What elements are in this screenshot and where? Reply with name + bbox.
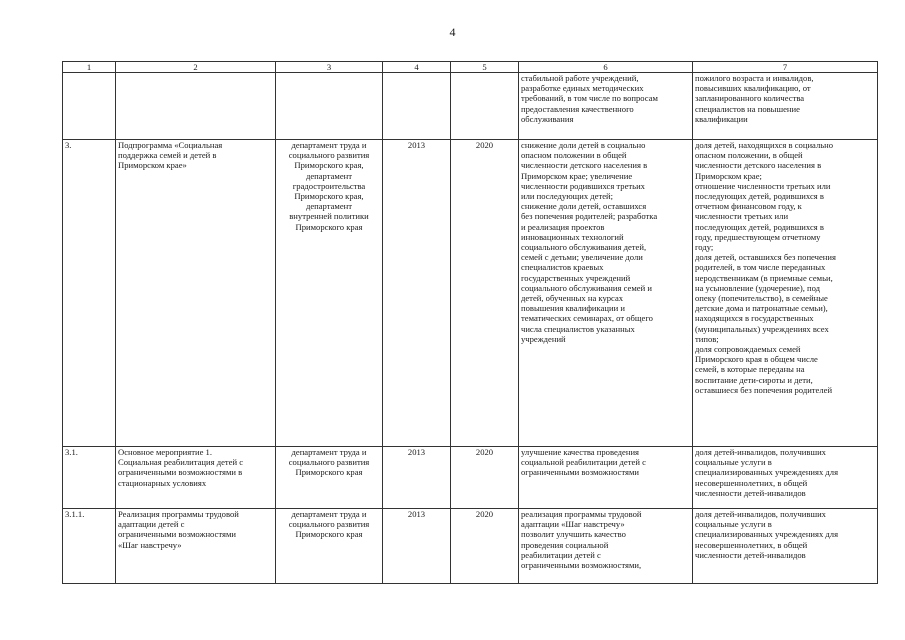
row-number-cell: 3.1. — [63, 447, 116, 509]
responsible-executor-cell — [276, 140, 383, 447]
end-year-cell — [451, 73, 519, 140]
text-line: реализация программы трудовой — [521, 509, 642, 519]
text-line: году, предшествующем отчетному — [695, 231, 821, 242]
row-number-cell — [63, 73, 116, 140]
text-line: департамент труда и — [291, 140, 367, 150]
text-line: Реализация программы трудовой — [118, 509, 239, 519]
column-number-cell: 2 — [116, 62, 276, 73]
text-line: несовершеннолетних, в общей — [695, 539, 808, 550]
text-line: несовершеннолетних, в общей — [695, 477, 808, 488]
text-line: доля детей, находящихся в социально — [695, 140, 834, 150]
responsible-executor-cell — [276, 73, 383, 140]
text-line: численности детского населения в — [521, 160, 648, 171]
text-line: специалистов краевых — [521, 262, 604, 273]
text-line: социального обслуживания семей и — [521, 282, 652, 293]
text-line: отчетном финансовом году, к — [695, 201, 802, 212]
text-line: пожилого возраста и инвалидов, — [695, 73, 814, 83]
text-line: Приморского края — [295, 221, 363, 232]
text-line: детские дома и патронатные семьи), — [695, 303, 828, 314]
text-line: ограниченными возможностями — [521, 467, 640, 478]
end-year-cell: 2020 — [451, 509, 519, 584]
text-line: повысивших квалификацию, от — [695, 83, 811, 94]
text-line: «Шаг навстречу» — [118, 539, 182, 550]
text-line: проведения социальной — [521, 539, 609, 550]
text-line: доля детей, оставшихся без попечения — [695, 252, 836, 263]
indicators-cell — [693, 509, 878, 584]
text-line: тематических семинарах, от общего — [521, 313, 653, 324]
text-line: снижение доли детей в социально — [521, 140, 646, 150]
column-number-row — [63, 62, 878, 73]
text-line: последующих детей, родившихся в — [695, 221, 824, 232]
text-line: инновационных технологий — [521, 231, 624, 242]
column-number-cell: 1 — [63, 62, 116, 73]
text-line: и реализация проектов — [521, 221, 605, 232]
text-line: градостроительства — [292, 180, 366, 191]
text-line: или последующих детей; — [521, 191, 614, 202]
text-line: семей с детьми; увеличение доли — [521, 252, 643, 263]
text-line: департамент труда и — [291, 447, 367, 457]
end-year-cell: 2020 — [451, 140, 519, 447]
text-line: численности третьих или — [695, 211, 789, 222]
text-line: численности детей-инвалидов — [695, 487, 806, 498]
text-line: Приморского края, — [294, 160, 364, 171]
text-line: детей, обученных на курсах — [521, 293, 624, 304]
text-line: социального развития — [288, 519, 370, 530]
text-line: численности родившихся третьих — [521, 180, 645, 191]
text-line: социального развития — [288, 150, 370, 161]
table-row — [63, 73, 878, 140]
text-line: отношение численности третьих или — [695, 180, 831, 191]
column-number-cell: 6 — [519, 62, 693, 73]
text-line: запланированного количества — [695, 93, 805, 104]
text-line: опасном положении в общей — [521, 150, 627, 161]
text-line: учреждений — [521, 333, 566, 344]
text-line: улучшение качества проведения — [521, 447, 639, 457]
table-row — [63, 140, 878, 447]
text-line: социальные услуги в — [695, 519, 772, 530]
measure-name-cell — [116, 73, 276, 140]
text-line: ограниченными возможностями в — [118, 467, 243, 478]
text-line: требований, в том числе по вопросам — [521, 93, 658, 104]
text-line: повышения квалификации и — [521, 303, 625, 314]
text-line: Социальная реабилитация детей с — [118, 457, 244, 468]
start-year-cell — [383, 73, 451, 140]
expected-result-cell — [519, 447, 693, 509]
text-line: без попечения родителей; разработка — [521, 211, 658, 222]
text-line: доля детей-инвалидов, получивших — [695, 509, 826, 519]
text-line: Приморского края — [295, 529, 363, 540]
expected-result-cell — [519, 140, 693, 447]
page-number: 4 — [449, 25, 456, 39]
text-line: семей, в которые переданы на — [695, 364, 805, 375]
text-line: департамент — [305, 170, 353, 181]
text-line: государственных учреждений — [521, 272, 631, 283]
text-line: типов; — [695, 333, 719, 344]
text-line: доля сопровождаемых семей — [695, 344, 801, 355]
measure-name-cell — [116, 447, 276, 509]
measure-name-cell — [116, 140, 276, 447]
text-line: департамент труда и — [291, 509, 367, 519]
table-row — [63, 447, 878, 509]
program-table — [62, 61, 878, 584]
text-line: обслуживания — [521, 113, 574, 124]
text-line: Приморского края, — [294, 191, 364, 202]
text-line: разработке единых методических — [521, 83, 644, 94]
responsible-executor-cell — [276, 509, 383, 584]
column-number-cell: 5 — [451, 62, 519, 73]
text-line: числа специалистов указанных — [521, 323, 635, 334]
expected-result-cell — [519, 73, 693, 140]
text-line: предоставления качественного — [521, 103, 634, 114]
row-number-cell: 3. — [63, 140, 116, 447]
text-line: опеку (попечительство), в семейные — [695, 293, 828, 304]
text-line: специализированных учреждениях для — [695, 467, 839, 478]
text-line: доля детей-инвалидов, получивших — [695, 447, 826, 457]
table-row — [63, 509, 878, 584]
end-year-cell: 2020 — [451, 447, 519, 509]
text-line: специалистов на повышение — [695, 103, 800, 114]
text-line: адаптации детей с — [118, 519, 185, 530]
text-line: Приморском крае; — [695, 170, 762, 181]
text-line: социальные услуги в — [695, 457, 772, 468]
column-number-cell: 7 — [693, 62, 878, 73]
text-line: внутренней политики — [289, 211, 369, 222]
text-line: социального обслуживания детей, — [521, 242, 647, 253]
text-line: адаптации «Шаг навстречу» — [521, 519, 625, 530]
text-line: позволит улучшить качество — [521, 529, 626, 540]
start-year-cell: 2013 — [383, 140, 451, 447]
text-line: реабилитации детей с — [521, 549, 601, 560]
text-line: специализированных учреждениях для — [695, 529, 839, 540]
text-line: ограниченными возможностями, — [521, 560, 642, 571]
text-line: численности детского населения в — [695, 160, 822, 171]
text-line: году; — [695, 242, 714, 253]
text-line: Подпрограмма «Социальная — [118, 140, 223, 150]
row-number-cell: 3.1.1. — [63, 509, 116, 584]
text-line: квалификации — [695, 113, 748, 124]
start-year-cell: 2013 — [383, 447, 451, 509]
text-line: социальной реабилитации детей с — [521, 457, 646, 468]
text-line: стационарных условиях — [118, 477, 207, 488]
text-line: социального развития — [288, 457, 370, 468]
measure-name-cell — [116, 509, 276, 584]
text-line: Приморского края в общем числе — [695, 354, 818, 365]
text-line: находящихся в государственных — [695, 313, 814, 324]
text-line: поддержка семей и детей в — [118, 150, 217, 161]
column-number-cell: 3 — [276, 62, 383, 73]
text-line: Приморского края — [295, 467, 363, 478]
column-number-cell: 4 — [383, 62, 451, 73]
text-line: воспитание дети-сироты и дети, — [695, 374, 813, 385]
text-line: Основное мероприятие 1. — [118, 447, 212, 457]
text-line: неродственникам (в приемные семьи, — [695, 272, 833, 283]
indicators-cell — [693, 73, 878, 140]
responsible-executor-cell — [276, 447, 383, 509]
text-line: (муниципальных) учреждениях всех — [695, 323, 829, 334]
text-line: ограниченными возможностями — [118, 529, 237, 540]
expected-result-cell — [519, 509, 693, 584]
text-line: снижение доли детей, оставшихся — [521, 201, 647, 212]
text-line: опасном положении, в общей — [695, 150, 803, 161]
text-line: оставшиеся без попечения родителей — [695, 384, 833, 395]
text-line: родителей, в том числе переданных — [695, 262, 826, 273]
text-line: департамент — [305, 201, 353, 212]
text-line: численности детей-инвалидов — [695, 549, 806, 560]
text-line: на усыновление (удочерение), под — [695, 282, 821, 293]
text-line: Приморском крае; увеличение — [521, 170, 633, 181]
start-year-cell: 2013 — [383, 509, 451, 584]
text-line: Приморском крае» — [118, 160, 187, 171]
indicators-cell — [693, 140, 878, 447]
indicators-cell — [693, 447, 878, 509]
text-line: последующих детей, родившихся в — [695, 191, 824, 202]
text-line: стабильной работе учреждений, — [521, 73, 639, 83]
